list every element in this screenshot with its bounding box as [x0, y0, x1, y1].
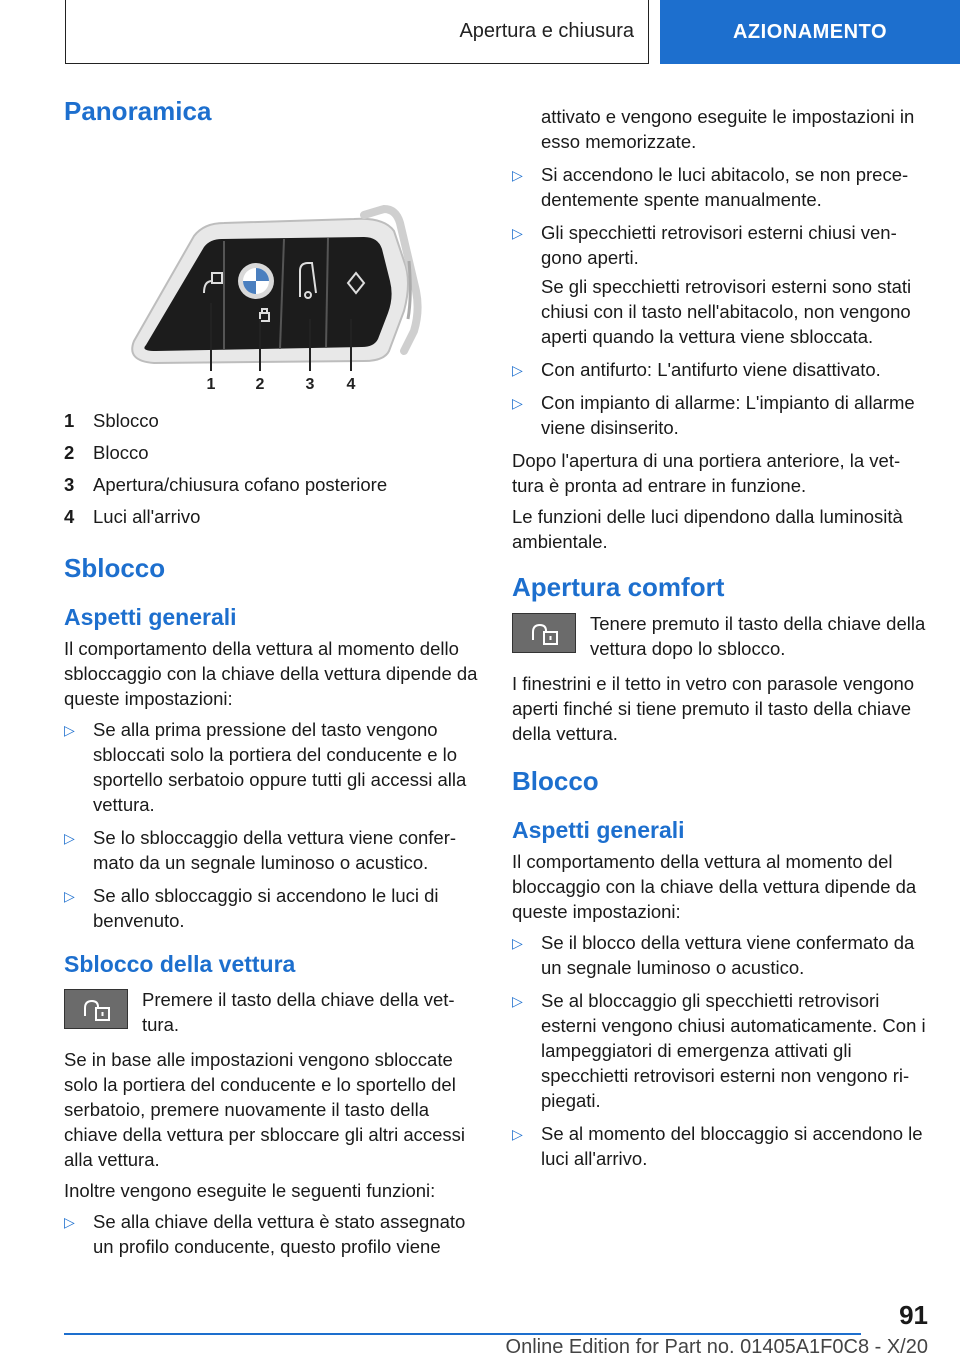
legend-item: 3 Apertura/chiusura cofano posteriore [64, 474, 388, 496]
instruction-text: Premere il tasto della chiave della vet‐ tura. [142, 988, 455, 1035]
footer-divider [64, 1333, 861, 1335]
page-number: 91 [899, 1300, 928, 1330]
right-column [512, 104, 928, 1179]
unlock-button-icon [64, 989, 128, 1029]
legend-item: 2 Blocco [64, 442, 149, 464]
bullet-item: ▷ Se al momento del bloccaggio si accendono le luci all'arrivo. [512, 1122, 923, 1169]
page-header [0, 0, 960, 64]
heading-panoramica: Panoramica [64, 96, 212, 126]
triangle-right-icon: ▷ [64, 829, 75, 846]
paragraph: Il comportamento della vettura al momento del bloccaggio con la chiave della vettura dipende da queste impostazioni: [512, 850, 917, 922]
key-fob-illustration [64, 201, 480, 391]
triangle-right-icon: ▷ [64, 1213, 75, 1230]
instruction-with-icon [512, 611, 928, 661]
triangle-right-icon: ▷ [64, 887, 75, 904]
legend-list [64, 405, 480, 533]
bmw-logo-icon [238, 263, 274, 299]
left-column [64, 96, 480, 1267]
paragraph: Se in base alle impostazioni vengono sbloccate solo la portiera del conducente e lo sportello del serbatoio, premere nuovamente il tasto della chiave della vettura per sbloccare gli altri accessi alla vettura. [64, 1048, 466, 1170]
paragraph: Dopo l'apertura di una portiera anteriore, la vet‐ tura è pronta ad entrare in funzione. [512, 450, 901, 496]
unlock-button-icon [512, 613, 576, 653]
chapter-tab: AZIONAMENTO [660, 0, 960, 64]
bullet-item: ▷ Se al bloccaggio gli specchietti retrovisori esterni vengono chiusi automaticamente. Con i lampeggiatori di emergenza attivati gli specchietti retrovisori esterni non vengono ri‐ piegati. [512, 989, 926, 1111]
triangle-right-icon: ▷ [64, 721, 75, 738]
paragraph: Il comportamento della vettura al momento dello sbloccaggio con la chiave della vettura dipende da queste impostazioni: [64, 637, 478, 709]
paragraph: Le funzioni delle luci dipendono dalla luminosità ambientale. [512, 506, 903, 552]
bullet-item: ▷ Con impianto di allarme: L'impianto di allarme viene disinserito. [512, 392, 915, 438]
triangle-right-icon: ▷ [512, 934, 523, 951]
paragraph: I finestrini e il tetto in vetro con parasole vengono aperti finché si tiene premuto il tasto della chiave della vettura. [512, 673, 915, 745]
callout-2: 2 [255, 376, 265, 392]
bullet-item: ▷ Si accendono le luci abitacolo, se non prece‐ dentemente spente manualmente. [512, 164, 909, 210]
callout-4: 4 [346, 376, 356, 392]
bullet-item: ▷ Se lo sbloccaggio della vettura viene confer‐ mato da un segnale luminoso o acustico. [64, 826, 457, 873]
heading-sblocco: Sblocco [64, 553, 166, 584]
bullet-item: ▷ Se alla prima pressione del tasto vengono sbloccati solo la portiera del conducente e lo sportello serbatoio oppure tutti gli accessi alla vettura. [64, 718, 467, 815]
bullet-item: ▷ Gli specchietti retrovisori esterni chiusi ven‐ gono aperti. [512, 222, 897, 268]
continued-text: attivato e vengono eseguite le impostazioni in esso memorizzate. [541, 106, 915, 152]
heading-aspetti-generali: Aspetti generali [512, 817, 685, 844]
bullet-item: ▷ Se alla chiave della vettura è stato assegnato un profilo conducente, questo profilo viene [64, 1210, 466, 1257]
callout-1: 1 [206, 376, 216, 392]
instruction-with-icon [64, 987, 480, 1037]
triangle-right-icon: ▷ [512, 362, 523, 378]
legend-item: 4 Luci all'arrivo [64, 506, 201, 528]
heading-aspetti-generali: Aspetti generali [64, 604, 237, 631]
paragraph: Inoltre vengono eseguite le seguenti funzioni: [64, 1179, 436, 1201]
triangle-right-icon: ▷ [512, 992, 523, 1009]
section-tab: Apertura e chiusura [65, 0, 649, 64]
heading-blocco: Blocco [512, 766, 599, 797]
bullet-subtext: Se gli specchietti retrovisori esterni sono stati chiusi con il tasto nell'abitacolo, non vengono aperti quando la vettura viene sbloccata. [541, 276, 912, 347]
bullet-item: ▷ Con antifurto: L'antifurto viene disattivato. [512, 357, 928, 382]
triangle-right-icon: ▷ [512, 167, 523, 183]
footer-edition: Online Edition for Part no. 01405A1F0C8 - X/20 [505, 1336, 928, 1358]
heading-sblocco-vettura: Sblocco della vettura [64, 950, 296, 977]
bullet-item: ▷ Se allo sbloccaggio si accendono le luci di benvenuto. [64, 884, 439, 931]
callout-3: 3 [305, 376, 315, 392]
heading-apertura-comfort: Apertura comfort [512, 572, 725, 602]
bullet-item: ▷ Se il blocco della vettura viene confermato da un segnale luminoso o acustico. [512, 931, 915, 978]
legend-item: 1 Sblocco [64, 410, 159, 432]
triangle-right-icon: ▷ [512, 225, 523, 241]
instruction-text: Tenere premuto il tasto della chiave della vettura dopo lo sblocco. [590, 613, 926, 660]
triangle-right-icon: ▷ [512, 1125, 523, 1142]
triangle-right-icon: ▷ [512, 395, 523, 411]
